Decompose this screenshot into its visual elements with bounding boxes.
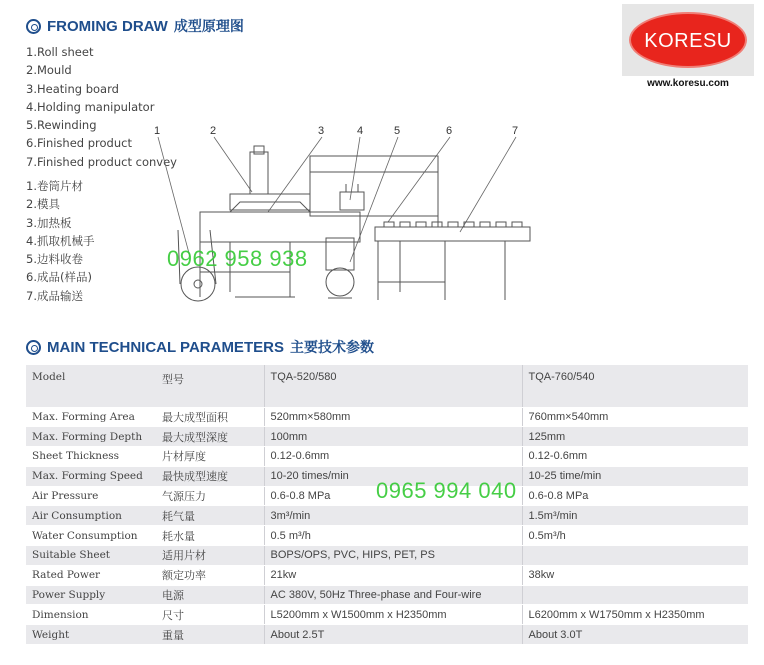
param-name-cn: 耗水量 bbox=[156, 526, 264, 546]
watermark-phone-2: 0965 994 040 bbox=[376, 478, 517, 503]
param-value-a: 0.6-0.8 MPa bbox=[264, 486, 522, 506]
callout-6: 6 bbox=[446, 125, 453, 137]
target-icon bbox=[26, 340, 41, 355]
param-value-a: 3m³/min bbox=[264, 506, 522, 526]
table-row bbox=[26, 427, 748, 447]
param-name: Suitable Sheet bbox=[26, 546, 156, 566]
list-item: 3.加热板 bbox=[26, 215, 72, 230]
list-item: 1.卷筒片材 bbox=[26, 179, 83, 193]
param-value-a: L5200mm x W1500mm x H2350mm bbox=[264, 605, 522, 625]
param-name: Dimension bbox=[26, 605, 156, 625]
param-value-a: 0.5 m³/h bbox=[264, 526, 522, 546]
param-name-cn: 尺寸 bbox=[156, 605, 264, 625]
param-value-b: 0.12-0.6mm bbox=[522, 447, 748, 467]
table-row bbox=[26, 447, 748, 467]
table-row bbox=[26, 506, 748, 526]
logo-url[interactable]: www.koresu.com bbox=[647, 78, 729, 89]
param-value-b bbox=[522, 585, 748, 605]
param-name-cn: 气源压力 bbox=[156, 486, 264, 506]
title-cn: 成型原理图 bbox=[173, 18, 244, 34]
section-parameters-title bbox=[26, 337, 374, 357]
watermark-phone-1: 0962 958 938 bbox=[167, 246, 308, 271]
machine-diagram bbox=[150, 122, 535, 312]
title-cn: 主要技术参数 bbox=[289, 339, 374, 355]
list-item: 7.Finished product convey bbox=[26, 154, 177, 169]
target-icon bbox=[26, 19, 41, 34]
callout-2: 2 bbox=[210, 125, 217, 137]
list-item: 5.边料收卷 bbox=[26, 252, 83, 267]
param-value-a: 520mm×580mm bbox=[264, 407, 522, 427]
param-name: Air Consumption bbox=[26, 506, 156, 526]
param-name-cn: 最快成型速度 bbox=[156, 466, 264, 486]
callout-3: 3 bbox=[318, 125, 325, 137]
list-item: 1.Roll sheet bbox=[26, 45, 94, 59]
param-name-cn: 额定功率 bbox=[156, 565, 264, 585]
section-forming-draw-title bbox=[26, 16, 244, 36]
conveyor bbox=[375, 227, 530, 241]
rewinding-roll bbox=[326, 268, 354, 296]
param-value-a: AC 380V, 50Hz Three-phase and Four-wire bbox=[264, 585, 522, 605]
param-value-b: 760mm×540mm bbox=[522, 407, 748, 427]
param-name: Water Consumption bbox=[26, 526, 156, 546]
list-item: 6.成品(样品) bbox=[26, 270, 92, 285]
param-name: Rated Power bbox=[26, 565, 156, 585]
param-value-b: 1.5m³/min bbox=[522, 506, 748, 526]
logo-brand-text: KORESU bbox=[644, 30, 732, 52]
parameters-table bbox=[26, 365, 748, 645]
table-row bbox=[26, 605, 748, 625]
param-value-b: 125mm bbox=[522, 427, 748, 447]
header-cell: Model bbox=[26, 365, 156, 407]
table-row bbox=[26, 585, 748, 605]
param-value-a: 0.12-0.6mm bbox=[264, 447, 522, 467]
param-value-b bbox=[522, 546, 748, 566]
param-value-a: About 2.5T bbox=[264, 625, 522, 645]
callout-7: 7 bbox=[512, 125, 519, 137]
param-value-b: L6200mm x W1750mm x H2350mm bbox=[522, 605, 748, 625]
param-name: Sheet Thickness bbox=[26, 447, 156, 467]
header-cell: 型号 bbox=[156, 365, 264, 407]
finished-products bbox=[384, 222, 522, 227]
param-value-b: 0.5m³/h bbox=[522, 526, 748, 546]
header-cell: TQA-520/580 bbox=[264, 365, 522, 407]
param-name: Max. Forming Area bbox=[26, 407, 156, 427]
param-name: Max. Forming Speed bbox=[26, 466, 156, 486]
list-item: 3.Heating board bbox=[26, 81, 119, 96]
list-item: 4.Holding manipulator bbox=[26, 99, 155, 114]
param-name-cn: 电源 bbox=[156, 585, 264, 605]
callout-4: 4 bbox=[357, 125, 364, 137]
koresu-logo bbox=[622, 4, 754, 76]
title-en: FROMING DRAW bbox=[47, 17, 168, 35]
header-cell: TQA-760/540 bbox=[522, 365, 748, 407]
param-name-cn: 最大成型面积 bbox=[156, 407, 264, 427]
param-value-b: About 3.0T bbox=[522, 625, 748, 645]
param-value-a: BOPS/OPS, PVC, HIPS, PET, PS bbox=[264, 546, 522, 566]
param-value-b: 38kw bbox=[522, 565, 748, 585]
param-value-b: 10-25 time/min bbox=[522, 466, 748, 486]
list-item: 4.抓取机械手 bbox=[26, 233, 95, 248]
list-item: 6.Finished product bbox=[26, 136, 132, 151]
param-name-cn: 最大成型深度 bbox=[156, 427, 264, 447]
list-item: 2.模具 bbox=[26, 197, 60, 212]
parts-list-cn bbox=[26, 177, 94, 305]
param-name: Air Pressure bbox=[26, 486, 156, 506]
table-row bbox=[26, 625, 748, 645]
param-name-cn: 重量 bbox=[156, 625, 264, 645]
param-value-a: 21kw bbox=[264, 565, 522, 585]
table-row bbox=[26, 565, 748, 585]
param-value-a: 100mm bbox=[264, 427, 522, 447]
param-value-b: 0.6-0.8 MPa bbox=[522, 486, 748, 506]
list-item: 5.Rewinding bbox=[26, 118, 97, 133]
param-name: Power Supply bbox=[26, 585, 156, 605]
table-row bbox=[26, 407, 748, 427]
param-name-cn: 片材厚度 bbox=[156, 447, 264, 467]
param-name: Max. Forming Depth bbox=[26, 427, 156, 447]
list-item: 2.Mould bbox=[26, 63, 72, 78]
table-header-row bbox=[26, 365, 748, 407]
table-row bbox=[26, 546, 748, 566]
list-item: 7.成品输送 bbox=[26, 288, 83, 303]
callout-5: 5 bbox=[394, 125, 401, 137]
table-row bbox=[26, 526, 748, 546]
param-name: Weight bbox=[26, 625, 156, 645]
title-en: MAIN TECHNICAL PARAMETERS bbox=[47, 338, 284, 356]
param-value-a: 10-20 times/min bbox=[264, 466, 522, 486]
logo-oval bbox=[629, 12, 747, 68]
param-name-cn: 耗气量 bbox=[156, 506, 264, 526]
callout-1: 1 bbox=[154, 125, 161, 137]
param-name-cn: 适用片材 bbox=[156, 546, 264, 566]
heating-board bbox=[310, 156, 438, 216]
